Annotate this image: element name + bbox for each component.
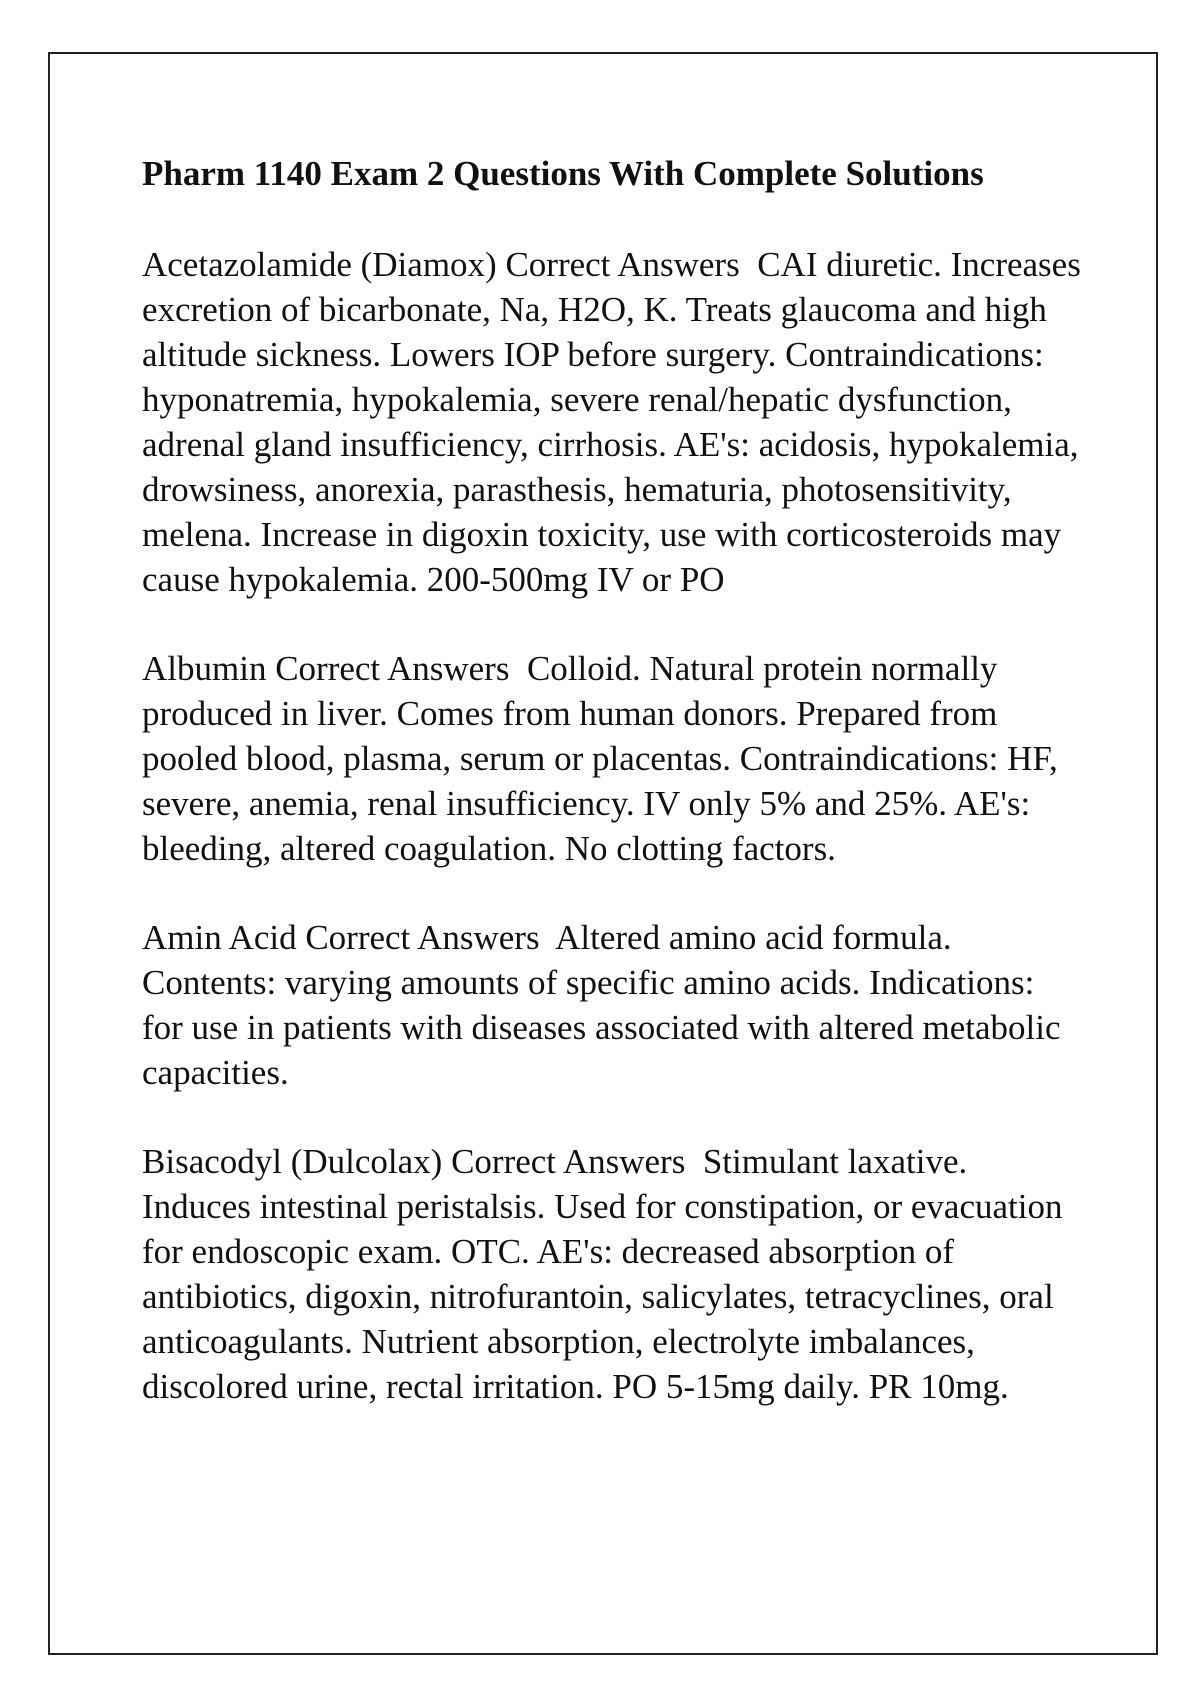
entry-bisacodyl: Bisacodyl (Dulcolax) Correct Answers Stimulant laxative. Induces intestinal peristalsis. Used for constipation, or evacuation for endoscopic exam. OTC. AE's: decreased absorption of antibiotics, digoxin, nitrofurantoin, salicylates, tetracyclines, oral anticoagulants. Nutrient absorption, electrolyte imbalances, discolored urine, rectal irritation. PO 5-15mg daily. PR 10mg. — [142, 1142, 1072, 1406]
entry-amino-acid: Amin Acid Correct Answers Altered amino acid formula. Contents: varying amounts of specific amino acids. Indications: for use in patients with diseases associated with altered metabolic capacities. — [142, 918, 1070, 1092]
document-title: Pharm 1140 Exam 2 Questions With Complete Solutions — [142, 154, 984, 193]
entry-acetazolamide: Acetazolamide (Diamox) Correct Answers CAI diuretic. Increases excretion of bicarbonate, Na, H2O, K. Treats glaucoma and high altitude sickness. Lowers IOP before surgery. Contraindications: hyponatremia, hypokalemia, severe renal/hepatic dysfunction, adrenal gland insufficiency, cirrhosis. AE's: acidosis, hypokalemia, drowsiness, anorexia, parasthesis, hematuria, photosensitivity, melena. Increase in digoxin toxicity, use with corticosteroids may cause hypokalemia. 200-500mg IV or PO — [142, 245, 1090, 599]
document-body — [142, 150, 1090, 1453]
entry-albumin: Albumin Correct Answers Colloid. Natural protein normally produced in liver. Comes from human donors. Prepared from pooled blood, plasma, serum or placentas. Contraindications: HF, severe, anemia, renal insufficiency. IV only 5% and 25%. AE's: bleeding, altered coagulation. No clotting factors. — [142, 649, 1067, 868]
